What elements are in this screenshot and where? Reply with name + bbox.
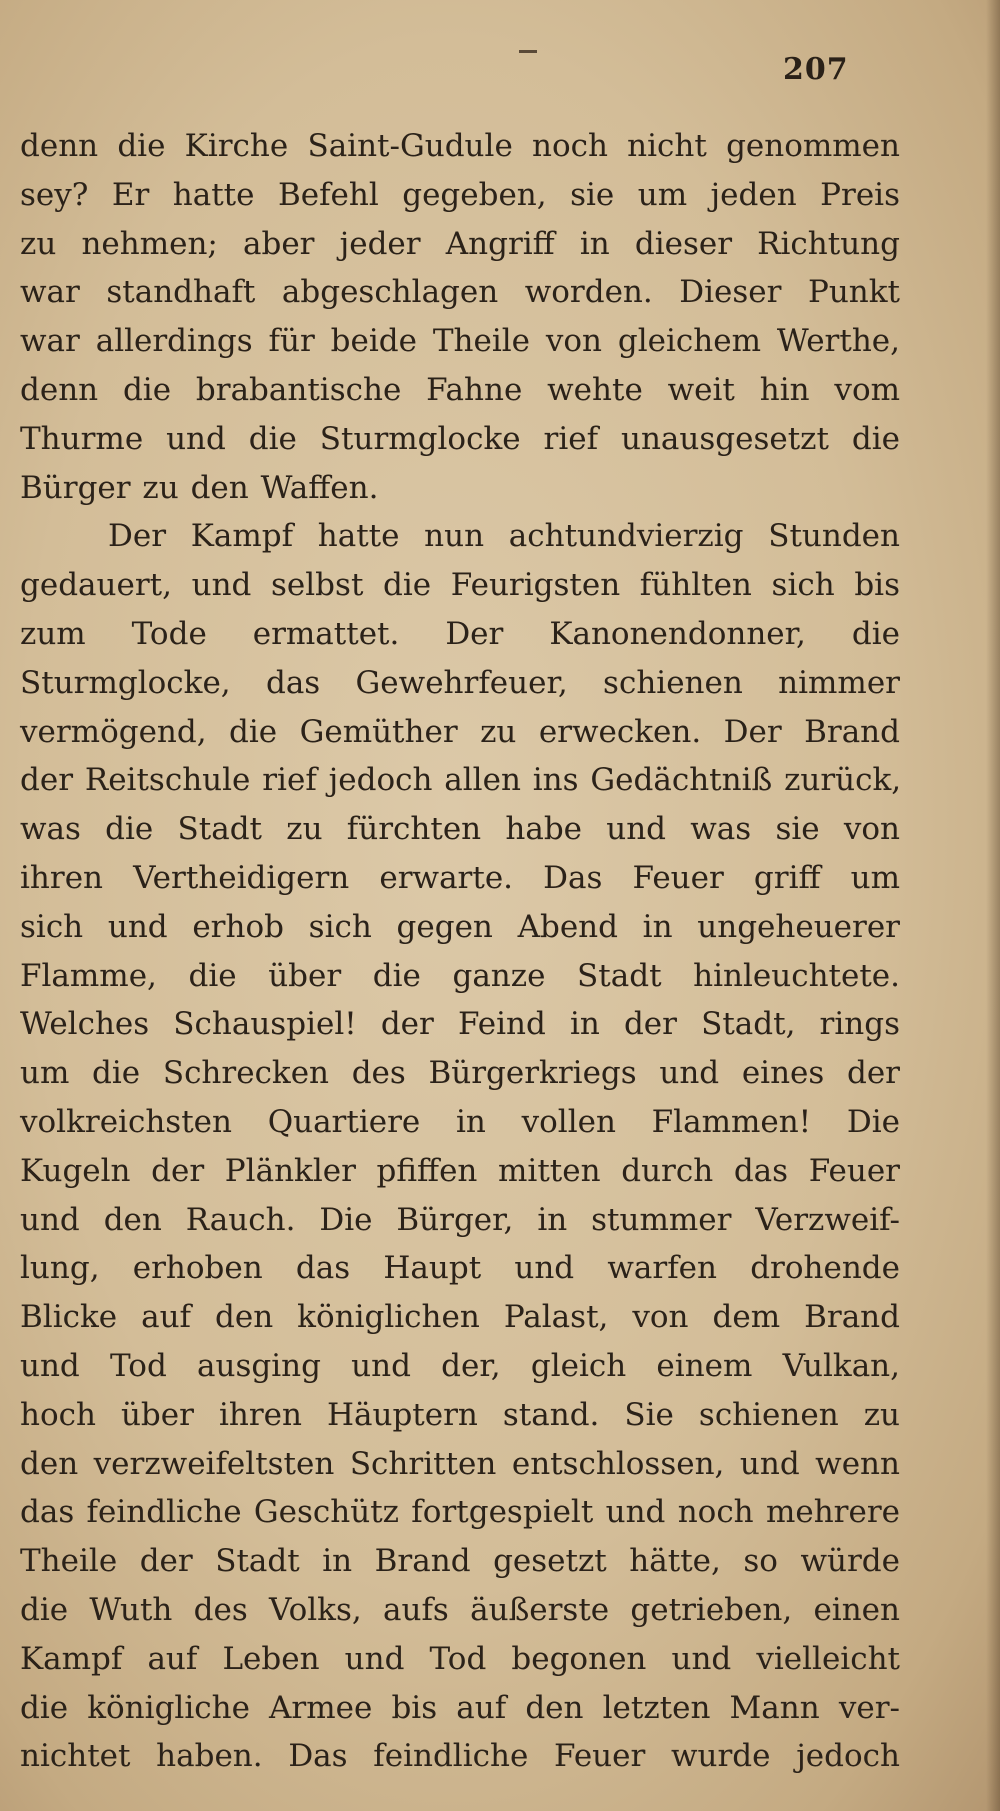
text-line: zum Tode ermattet. Der Kanonendonner, die [20, 615, 900, 652]
text-line: denn die Kirche Saint-Gudule noch nicht genommen [20, 128, 900, 164]
text-line: der Reitschule rief jedoch allen ins Gedächtniß zurück, [20, 762, 902, 799]
text-line: zu nehmen; aber jeder Angriff in dieser Richtung [20, 225, 900, 262]
body-text [20, 122, 900, 1781]
text-line: Theile der Stadt in Brand gesetzt hätte, so würde [20, 1543, 900, 1580]
text-line: um die Schrecken des Bürgerkriegs und eines der [20, 1055, 900, 1092]
text-line: lung, erhoben das Haupt und warfen drohende [20, 1250, 900, 1287]
text-line: und den Rauch. Die Bürger, in stummer Verzweif- [20, 1201, 900, 1238]
text-line: das feindliche Geschütz fortgespielt und noch mehrere [20, 1494, 900, 1531]
text-line: Blicke auf den königlichen Palast, von dem Brand [20, 1299, 900, 1336]
text-line: und Tod ausging und der, gleich einem Vulkan, [20, 1347, 900, 1384]
text-line: die Wuth des Volks, aufs äußerste getrieben, einen [20, 1591, 900, 1628]
text-line: Thurme und die Sturmglocke rief unausgesetzt die [20, 420, 900, 457]
text-line: Flamme, die über die ganze Stadt hinleuchtete. [20, 957, 900, 994]
text-line: war allerdings für beide Theile von gleichem Werthe, [20, 323, 900, 360]
text-line: Kugeln der Plänkler pfiffen mitten durch das Feuer [20, 1152, 900, 1189]
paragraph-first-line: Der Kampf hatte nun achtundvierzig Stunden [108, 518, 900, 555]
text-line: ihren Vertheidigern erwarte. Das Feuer griff um [20, 859, 900, 896]
text-line: Bürger zu den Waffen. [20, 469, 379, 506]
text-line: vermögend, die Gemüther zu erwecken. Der Brand [20, 713, 900, 750]
text-line: was die Stadt zu fürchten habe und was sie von [20, 811, 900, 848]
text-line: sey? Er hatte Befehl gegeben, sie um jeden Preis [20, 176, 900, 213]
text-line: den verzweifeltsten Schritten entschlossen, und wenn [20, 1445, 900, 1482]
text-line: war standhaft abgeschlagen worden. Dieser Punkt [20, 274, 900, 311]
text-line: nichtet haben. Das feindliche Feuer wurde jedoch [20, 1738, 900, 1775]
text-line: hoch über ihren Häuptern stand. Sie schienen zu [20, 1396, 900, 1433]
text-line: Welches Schauspiel! der Feind in der Stadt, rings [20, 1006, 900, 1043]
text-line: die königliche Armee bis auf den letzten Mann ver- [20, 1689, 900, 1726]
text-line: volkreichsten Quartiere in vollen Flammen! Die [20, 1103, 900, 1140]
page-edge-shadow [986, 0, 1000, 1811]
page-number: 207 [783, 52, 849, 87]
text-line: sich und erhob sich gegen Abend in ungeheuerer [20, 908, 900, 945]
text-line: Sturmglocke, das Gewehrfeuer, schienen nimmer [20, 664, 900, 701]
text-line: denn die brabantische Fahne wehte weit hin vom [20, 371, 900, 408]
text-line: gedauert, und selbst die Feurigsten fühlten sich bis [20, 567, 900, 604]
header-dash [519, 50, 537, 53]
text-line: Kampf auf Leben und Tod begonen und vielleicht [20, 1640, 900, 1677]
